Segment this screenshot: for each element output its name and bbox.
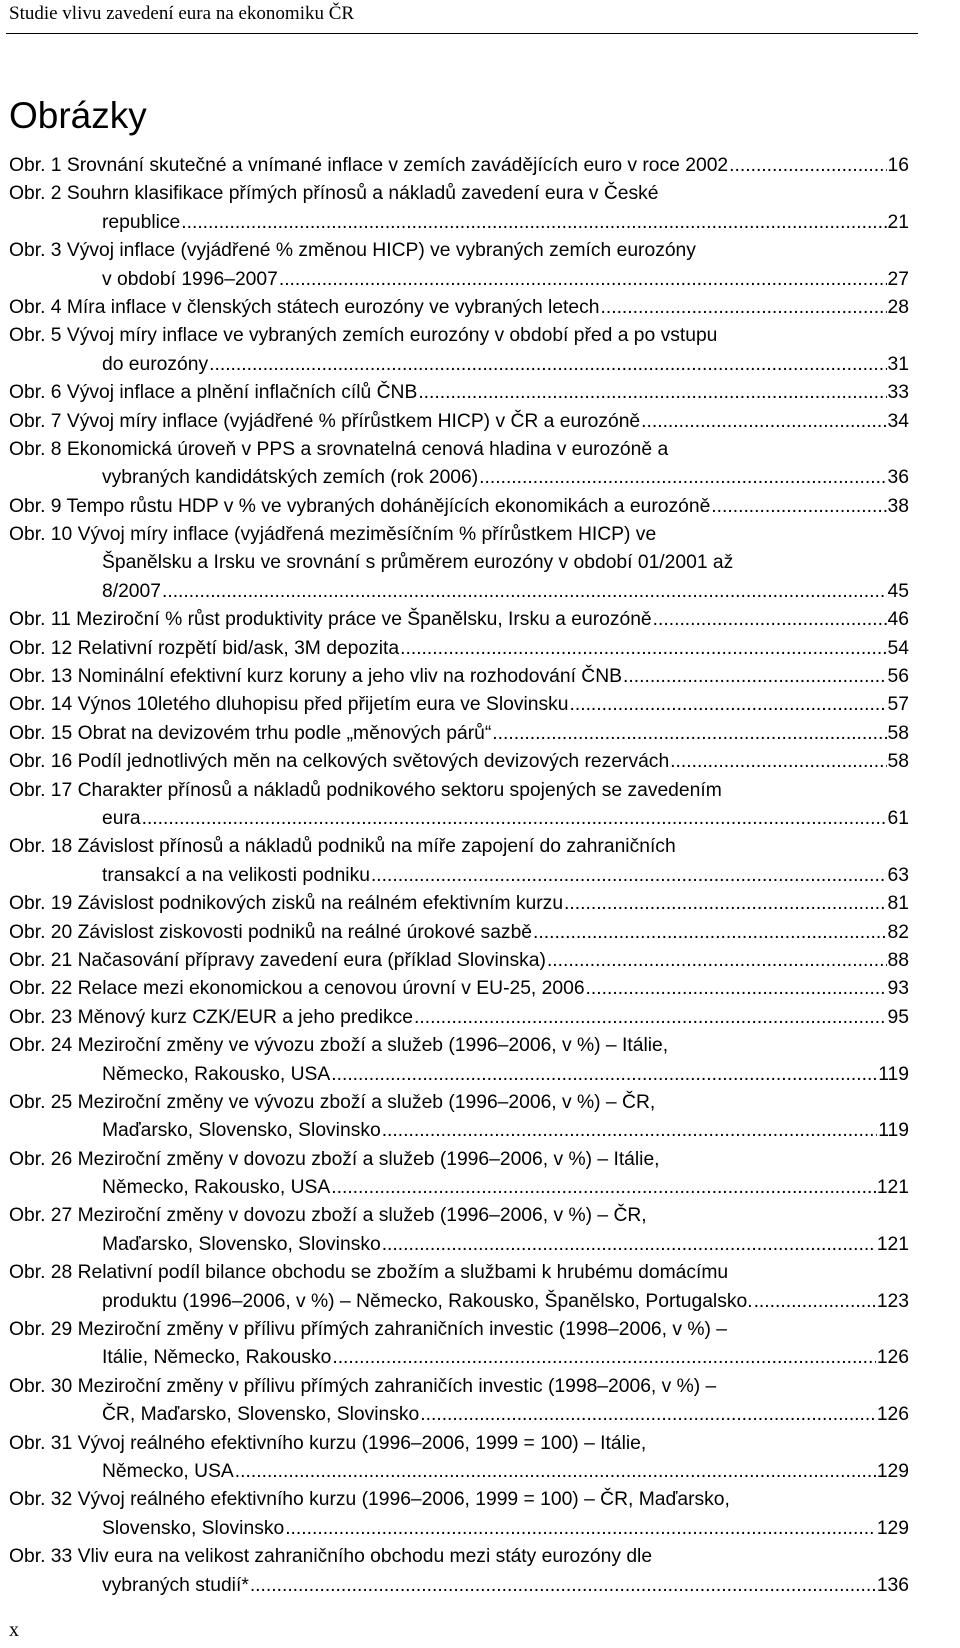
dot-leader — [332, 1344, 875, 1372]
toc-entry-line — [9, 1004, 909, 1032]
toc-entry[interactable] — [9, 720, 909, 748]
toc-page-number: 123 — [876, 1290, 909, 1312]
toc-entry-line — [9, 493, 909, 521]
toc-page-number: 119 — [878, 1063, 909, 1085]
toc-entry-text: Obr. 12 Relativní rozpětí bid/ask, 3M depozita — [9, 637, 400, 659]
toc-entry[interactable] — [9, 180, 909, 237]
toc-entry[interactable] — [9, 1543, 909, 1600]
toc-entry[interactable] — [9, 1316, 909, 1373]
toc-page-number: 88 — [887, 949, 909, 971]
dot-leader — [754, 1288, 876, 1316]
dot-leader — [235, 1458, 876, 1486]
toc-entry[interactable] — [9, 436, 909, 493]
toc-entry-text: Obr. 30 Meziroční změny v přílivu přímých zahraničích investic (1998–2006, v %) – — [9, 1375, 717, 1397]
toc-page-number: 21 — [887, 211, 909, 233]
dot-leader — [564, 890, 887, 918]
toc-entry-text: Obr. 22 Relace mezi ekonomickou a cenovou úrovní v EU-25, 2006 — [9, 978, 585, 1000]
toc-entry-line — [9, 606, 909, 634]
toc-entry-line — [9, 294, 909, 322]
toc-entry-text: vybraných studií* — [102, 1574, 249, 1596]
toc-page-number: 54 — [887, 637, 909, 659]
toc-entry-text: Obr. 29 Meziroční změny v přílivu přímých zahraničních investic (1998–2006, v %) – — [9, 1319, 728, 1341]
toc-page-number: 82 — [887, 921, 909, 943]
toc-entry-line — [9, 1117, 909, 1145]
toc-entry[interactable] — [9, 919, 909, 947]
toc-entry-text: 8/2007 — [102, 580, 161, 602]
dot-leader — [250, 1572, 876, 1600]
toc-page-number: 58 — [887, 722, 909, 744]
dot-leader — [420, 1401, 876, 1429]
toc-page-number: 58 — [887, 751, 909, 773]
toc-entry-line — [9, 1061, 909, 1089]
toc-entry-text: Obr. 21 Načasování přípravy zavedení eura (příklad Slovinska) — [9, 949, 546, 971]
dot-leader — [142, 805, 887, 833]
toc-entry-line — [9, 890, 909, 918]
toc-page-number: 27 — [887, 268, 909, 290]
toc-entry-line — [9, 1401, 909, 1429]
toc-entry-text: do eurozóny — [102, 353, 209, 375]
toc-entry[interactable] — [9, 975, 909, 1003]
toc-entry-line — [9, 408, 909, 436]
toc-entry-text: Obr. 14 Výnos 10letého dluhopisu před přijetím eura ve Slovinsku — [9, 694, 569, 716]
toc-page-number: 28 — [887, 296, 909, 318]
toc-entry-line — [9, 1202, 909, 1230]
toc-entry-text: Obr. 2 Souhrn klasifikace přímých přínosů a nákladů zavedení eura v České — [9, 183, 659, 205]
toc-entry-line — [9, 947, 909, 975]
toc-entry-text: Maďarsko, Slovensko, Slovinsko — [102, 1120, 381, 1142]
toc-page-number: 136 — [876, 1574, 909, 1596]
toc-entry-text: ČR, Maďarsko, Slovensko, Slovinsko — [102, 1404, 420, 1426]
toc-entry-line — [9, 975, 909, 1003]
toc-page-number: 16 — [887, 155, 909, 176]
dot-leader — [400, 635, 886, 663]
toc-entry[interactable] — [9, 1373, 909, 1430]
toc-entry[interactable] — [9, 493, 909, 521]
dot-leader — [492, 720, 886, 748]
toc-entry-line — [9, 521, 909, 549]
dot-leader — [570, 691, 887, 719]
toc-entry-line — [9, 1373, 909, 1401]
dot-leader — [181, 209, 886, 237]
toc-entry-text: Německo, Rakousko, USA — [102, 1177, 331, 1199]
dot-leader — [162, 578, 887, 606]
toc-entry-line — [9, 266, 909, 294]
toc-entry-text: Obr. 11 Meziroční % růst produktivity práce ve Španělsku, Irsku a eurozóně — [9, 609, 652, 631]
toc-entry-text: v období 1996–2007 — [102, 268, 278, 290]
toc-entry[interactable] — [9, 890, 909, 918]
toc-entry-line — [9, 1486, 909, 1514]
toc-entry-line — [9, 1259, 909, 1287]
toc-entry-text: Slovensko, Slovinsko — [102, 1517, 285, 1539]
dot-leader — [285, 1515, 876, 1543]
dot-leader — [729, 152, 886, 180]
dot-leader — [331, 1061, 877, 1089]
dot-leader — [382, 1231, 876, 1259]
toc-entry-text: Obr. 28 Relativní podíl bilance obchodu se zbožím a službami k hrubému domácímu — [9, 1262, 729, 1284]
toc-entry-text: Obr. 10 Vývoj míry inflace (vyjádřená meziměsíčním % přírůstkem HICP) ve — [9, 524, 657, 546]
toc-entry[interactable] — [9, 1004, 909, 1032]
toc-entry-line — [9, 180, 909, 208]
toc-entry-text: Obr. 6 Vývoj inflace a plnění inflačních cílů ČNB — [9, 382, 418, 404]
toc-entry-line — [9, 436, 909, 464]
list-of-figures — [9, 152, 909, 1600]
toc-entry-line — [9, 1316, 909, 1344]
toc-entry-text: vybraných kandidátských zemích (rok 2006) — [102, 467, 479, 489]
dot-leader — [371, 862, 887, 890]
toc-entry-text: produktu (1996–2006, v %) – Německo, Rakousko, Španělsko, Portugalsko. — [102, 1290, 753, 1312]
toc-entry[interactable] — [9, 691, 909, 719]
dot-leader — [279, 266, 887, 294]
toc-page-number: 36 — [887, 467, 909, 489]
toc-page-number: 93 — [887, 978, 909, 1000]
toc-entry-text: Obr. 5 Vývoj míry inflace ve vybraných zemích eurozóny v období před a po vstupu — [9, 325, 718, 347]
toc-entry-line — [9, 1430, 909, 1458]
toc-page-number: 31 — [887, 353, 909, 375]
toc-entry[interactable] — [9, 635, 909, 663]
dot-leader — [653, 606, 887, 634]
dot-leader — [586, 975, 887, 1003]
dot-leader — [641, 408, 886, 436]
toc-page-number: 38 — [887, 495, 909, 517]
dot-leader — [414, 1004, 887, 1032]
toc-entry[interactable] — [9, 663, 909, 691]
toc-entry-line — [9, 691, 909, 719]
toc-entry-line — [9, 237, 909, 265]
toc-page-number: 121 — [876, 1177, 909, 1199]
header-divider — [6, 33, 918, 34]
toc-entry[interactable] — [9, 777, 909, 834]
toc-entry-line — [9, 1174, 909, 1202]
toc-entry-line — [9, 635, 909, 663]
toc-entry-line — [9, 322, 909, 350]
toc-page-number: 63 — [887, 864, 909, 886]
toc-entry-text: Obr. 26 Meziroční změny v dovozu zboží a služeb (1996–2006, v %) – Itálie, — [9, 1148, 660, 1170]
toc-entry[interactable] — [9, 1259, 909, 1316]
toc-entry-line — [9, 720, 909, 748]
toc-entry-text: Obr. 20 Závislost ziskovosti podniků na reálné úrokové sazbě — [9, 921, 533, 943]
toc-page-number: 119 — [878, 1120, 909, 1142]
toc-entry-text: Obr. 7 Vývoj míry inflace (vyjádřené % přírůstkem HICP) v ČR a eurozóně — [9, 410, 641, 432]
toc-entry[interactable] — [9, 1430, 909, 1487]
toc-entry-text: Obr. 9 Tempo růstu HDP v % ve vybraných dohánějících ekonomikách a eurozóně — [9, 495, 711, 517]
toc-entry-text: Obr. 18 Závislost přínosů a nákladů podniků na míře zapojení do zahraničních — [9, 836, 676, 858]
toc-entry-text: Německo, USA — [102, 1460, 234, 1482]
toc-page-number: 126 — [876, 1404, 909, 1426]
toc-entry-text: Obr. 19 Závislost podnikových zisků na reálném efektivním kurzu — [9, 893, 564, 915]
toc-entry-line — [9, 833, 909, 861]
toc-entry-text: Maďarsko, Slovensko, Slovinsko — [102, 1233, 381, 1255]
toc-entry-line — [9, 1344, 909, 1372]
toc-entry[interactable] — [9, 748, 909, 776]
toc-page-number: 56 — [887, 666, 909, 688]
toc-entry[interactable] — [9, 521, 909, 606]
dot-leader — [601, 294, 887, 322]
toc-entry-text: eura — [102, 807, 141, 829]
dot-leader — [711, 493, 886, 521]
toc-entry-text: Obr. 31 Vývoj reálného efektivního kurzu (1996–2006, 1999 = 100) – Itálie, — [9, 1432, 647, 1454]
toc-entry-line — [9, 663, 909, 691]
toc-page-number: 57 — [887, 694, 909, 716]
toc-entry-line — [9, 748, 909, 776]
toc-page-number: 126 — [876, 1347, 909, 1369]
toc-page-number: 121 — [876, 1233, 909, 1255]
toc-entry-line — [9, 1543, 909, 1571]
toc-page-number: 33 — [887, 382, 909, 404]
toc-entry-line — [9, 777, 909, 805]
toc-entry-text: Obr. 32 Vývoj reálného efektivního kurzu (1996–2006, 1999 = 100) – ČR, Maďarsko, — [9, 1489, 730, 1511]
toc-entry-line — [9, 1572, 909, 1600]
dot-leader — [533, 919, 887, 947]
toc-entry[interactable] — [9, 408, 909, 436]
toc-entry-text: Obr. 27 Meziroční změny v dovozu zboží a služeb (1996–2006, v %) – ČR, — [9, 1205, 647, 1227]
toc-entry[interactable] — [9, 1032, 909, 1089]
dot-leader — [209, 351, 886, 379]
toc-page-number: 129 — [876, 1460, 909, 1482]
toc-entry-line — [9, 1032, 909, 1060]
toc-page-number: 81 — [887, 893, 909, 915]
toc-entry[interactable] — [9, 1089, 909, 1146]
toc-entry[interactable] — [9, 237, 909, 294]
toc-entry[interactable] — [9, 606, 909, 634]
toc-entry-text: Obr. 17 Charakter přínosů a nákladů podnikového sektoru spojených se zavedením — [9, 779, 722, 801]
dot-leader — [418, 379, 886, 407]
toc-entry-text: republice — [102, 211, 181, 233]
toc-entry-line — [9, 1146, 909, 1174]
toc-entry-text: Obr. 24 Meziroční změny ve vývozu zboží a služeb (1996–2006, v %) – Itálie, — [9, 1035, 669, 1057]
toc-entry[interactable] — [9, 947, 909, 975]
toc-page-number: 45 — [887, 580, 909, 602]
toc-entry-text: Itálie, Německo, Rakousko — [102, 1347, 332, 1369]
toc-entry[interactable] — [9, 294, 909, 322]
toc-entry[interactable] — [9, 379, 909, 407]
toc-entry[interactable] — [9, 833, 909, 890]
page-title: Obrázky — [9, 95, 147, 136]
toc-entry-line — [9, 351, 909, 379]
dot-leader — [670, 748, 886, 776]
toc-page-number: 61 — [887, 807, 909, 829]
page-number: x — [9, 1619, 19, 1641]
toc-entry-text: Obr. 33 Vliv eura na velikost zahraničního obchodu mezi státy eurozóny dle — [9, 1546, 653, 1568]
toc-entry-line — [9, 1089, 909, 1117]
toc-entry-line — [9, 1231, 909, 1259]
dot-leader — [547, 947, 887, 975]
toc-page-number: 129 — [876, 1517, 909, 1539]
toc-entry-line — [9, 1458, 909, 1486]
toc-entry-line — [9, 209, 909, 237]
toc-entry-text: Obr. 23 Měnový kurz CZK/EUR a jeho predikce — [9, 1006, 414, 1028]
toc-entry-text: Obr. 1 Srovnání skutečné a vnímané inflace v zemích zavádějících euro v roce 2002 — [9, 155, 729, 176]
toc-entry-text: transakcí a na velikosti podniku — [102, 864, 370, 886]
dot-leader — [382, 1117, 878, 1145]
toc-page-number: 46 — [887, 609, 909, 631]
toc-entry-text: Obr. 8 Ekonomická úroveň v PPS a srovnatelná cenová hladina v eurozóně a — [9, 438, 669, 460]
toc-entry-line — [9, 578, 909, 606]
toc-entry-text: Obr. 13 Nominální efektivní kurz koruny a jeho vliv na rozhodování ČNB — [9, 666, 623, 688]
toc-entry-line — [9, 1288, 909, 1316]
toc-entry-text: Obr. 15 Obrat na devizovém trhu podle „měnových párů“ — [9, 722, 492, 744]
toc-entry[interactable] — [9, 1486, 909, 1543]
toc-page-number: 95 — [887, 1006, 909, 1028]
toc-entry-line — [9, 862, 909, 890]
toc-entry[interactable] — [9, 152, 909, 180]
toc-page-number: 34 — [887, 410, 909, 432]
toc-entry-line — [9, 805, 909, 833]
toc-entry[interactable] — [9, 1146, 909, 1203]
dot-leader — [479, 464, 886, 492]
running-header: Studie vlivu zavedení eura na ekonomiku ČR — [9, 3, 355, 24]
toc-entry[interactable] — [9, 322, 909, 379]
toc-entry-text: Německo, Rakousko, USA — [102, 1063, 331, 1085]
toc-entry-line — [9, 464, 909, 492]
toc-entry-text: Obr. 16 Podíl jednotlivých měn na celkových světových devizových rezervách — [9, 751, 670, 773]
toc-entry-line — [9, 549, 909, 577]
toc-entry-line — [9, 152, 909, 180]
toc-entry-line — [9, 919, 909, 947]
dot-leader — [623, 663, 887, 691]
toc-entry[interactable] — [9, 1202, 909, 1259]
toc-entry-text: Obr. 4 Míra inflace v členských státech eurozóny ve vybraných letech — [9, 296, 600, 318]
toc-entry-line — [9, 379, 909, 407]
dot-leader — [331, 1174, 876, 1202]
toc-entry-text: Obr. 3 Vývoj inflace (vyjádřené % změnou HICP) ve vybraných zemích eurozóny — [9, 240, 696, 262]
toc-entry-text: Španělsku a Irsku ve srovnání s průměrem eurozóny v období 01/2001 až — [102, 552, 734, 574]
toc-entry-text: Obr. 25 Meziroční změny ve vývozu zboží a služeb (1996–2006, v %) – ČR, — [9, 1091, 656, 1113]
toc-entry-line — [9, 1515, 909, 1543]
